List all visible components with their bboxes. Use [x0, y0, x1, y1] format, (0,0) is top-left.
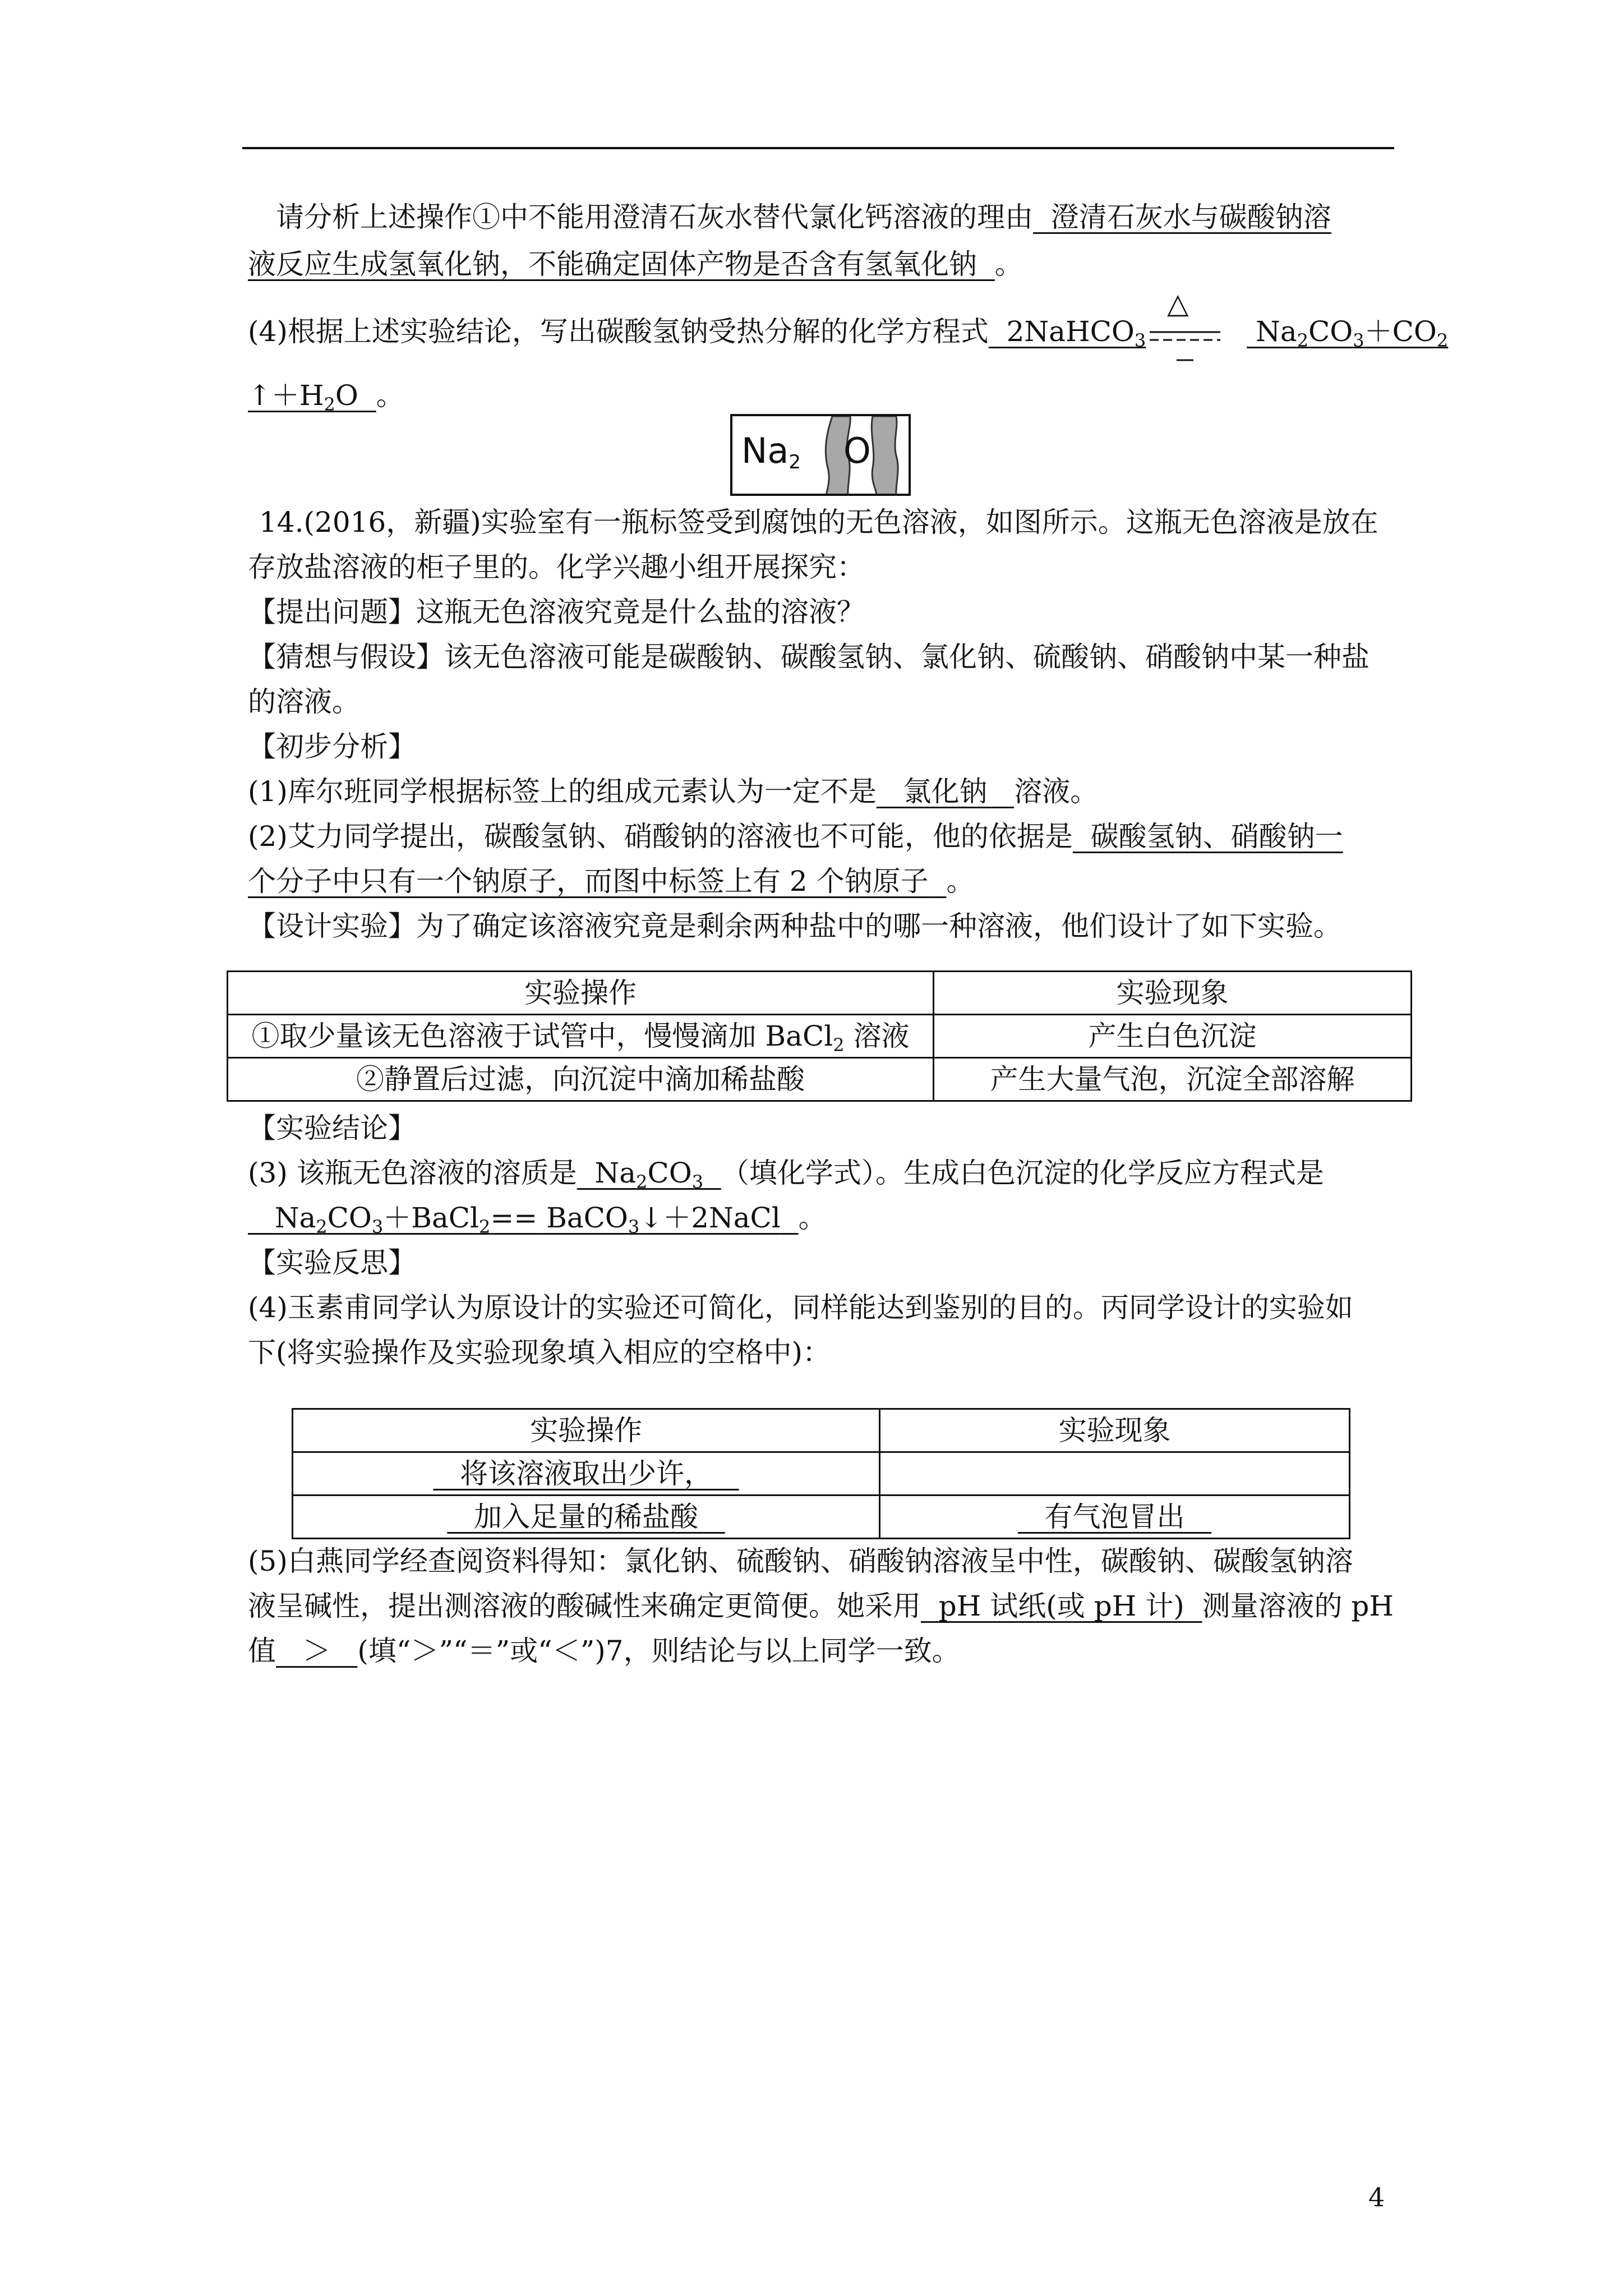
table-row	[228, 1015, 1412, 1058]
precipitate-equation: $Na_2CO_3+BaCl_2==$ BaCO$_3$↓＋2NaCl	[274, 1202, 781, 1237]
table-cell-operation: 将该溶液取出少许，	[293, 1452, 880, 1496]
q14-analysis-heading: 【初步分析】	[248, 730, 416, 763]
q14-analysis-2-line-2: 个分子中只有一个钠原子，而图中标签上有 2 个钠原子 。	[248, 865, 975, 898]
heat-triangle-icon: △	[1167, 287, 1189, 320]
conclusion-3-line-1: (3) 该瓶无色溶液的溶质是 $Na_2CO_3$ （填化学式）。生成白色沉淀的化学反应方程式是	[248, 1157, 1324, 1193]
q14-analysis-1: (1)库尔班同学根据标签上的组成元素认为一定不是 氯化钠 溶液。	[248, 775, 1099, 808]
solute-answer: $Na_2CO_3$	[594, 1157, 704, 1193]
table-cell-observation: 产生白色沉淀	[934, 1015, 1412, 1058]
q4-line-1	[248, 312, 1449, 351]
corroded-label-image	[730, 414, 911, 496]
q5-line-1: (5)白燕同学经查阅资料得知：氯化钠、硫酸钠、硝酸钠溶液呈中性，碳酸钠、碳酸氢钠溶	[248, 1545, 1353, 1577]
table-cell-operation: 加入足量的稀盐酸	[293, 1496, 880, 1539]
table-header-operation: 实验操作	[228, 972, 934, 1015]
label-text-na: $Na_2$	[741, 430, 801, 473]
q4-line-2: $↑+H_2O$ 。	[248, 379, 404, 415]
table-header-observation: 实验现象	[934, 972, 1412, 1015]
table-header-row	[228, 972, 1412, 1015]
table-row	[293, 1496, 1350, 1539]
q5-line-3: 值 ＞ (填“＞”“＝”或“＜”)7，则结论与以上同学一致。	[248, 1635, 960, 1667]
ph-method-answer: pH 试纸(或 pH 计)	[938, 1590, 1184, 1622]
conclusion-heading: 【实验结论】	[248, 1112, 416, 1144]
q14-answer-2-part1: 碳酸氢钠、硝酸钠一	[1090, 820, 1343, 853]
reason-answer-part2: 液反应生成氢氧化钠，不能确定固体产物是否含有氢氧化钠	[248, 248, 977, 280]
q14-answer-2-part2: 个分子中只有一个钠原子，而图中标签上有 2 个钠原子	[248, 865, 929, 898]
reflection-heading: 【实验反思】	[248, 1246, 416, 1279]
table-cell-operation: ①取少量该无色溶液于试管中，慢慢滴加 BaCl$_2$ 溶液	[228, 1015, 934, 1058]
table-header-row	[293, 1409, 1350, 1452]
q4-products: $Na_2CO_3+CO_2$	[1256, 315, 1449, 351]
q4-products-continued: $↑+H_2O$	[248, 379, 358, 415]
experiment-table-2	[292, 1408, 1350, 1539]
table-header-observation: 实验现象	[880, 1409, 1350, 1452]
table-cell-observation: 产生大量气泡，沉淀全部溶解	[934, 1058, 1412, 1101]
experiment-table-1	[227, 970, 1412, 1102]
conclusion-3-line-2: $Na_2CO_3+BaCl_2==$ BaCO$_3$↓＋2NaCl 。	[248, 1198, 1398, 1237]
page-number: 4	[1368, 2182, 1385, 2212]
q14-question: 【提出问题】这瓶无色溶液究竟是什么盐的溶液？	[248, 596, 865, 628]
q14-answer-1: 氯化钠	[903, 775, 988, 808]
table-header-operation: 实验操作	[293, 1409, 880, 1452]
q14-intro-1: 14.(2016，新疆)实验室有一瓶标签受到腐蚀的无色溶液，如图所示。这瓶无色溶液是放在	[259, 506, 1378, 539]
table-cell-observation: 有气泡冒出	[880, 1496, 1350, 1539]
reflection-4-line-2: 下(将实验操作及实验现象填入相应的空格中)：	[248, 1336, 831, 1369]
q4-prompt: (4)根据上述实验结论，写出碳酸氢钠受热分解的化学方程式	[248, 315, 989, 348]
q14-analysis-2-line-1: (2)艾力同学提出，碳酸氢钠、硝酸钠的溶液也不可能，他的依据是 碳酸氢钠、硝酸钠一	[248, 820, 1343, 853]
table-row	[228, 1058, 1412, 1101]
q4-reactant: 2NaHCO$_3$	[1006, 315, 1146, 351]
reason-line-1	[276, 197, 1426, 237]
header-rule	[242, 147, 1394, 149]
reason-prompt: 请分析上述操作①中不能用澄清石灰水替代氯化钙溶液的理由	[276, 201, 1033, 233]
q14-hypothesis-1: 【猜想与假设】该无色溶液可能是碳酸钠、碳酸氢钠、氯化钠、硫酸钠、硝酸钠中某一种盐	[248, 641, 1370, 673]
ph-comparison-answer: ＞	[302, 1635, 331, 1667]
reaction-equals-sign	[1149, 321, 1221, 366]
table-row	[293, 1452, 1350, 1496]
reflection-4-line-1: (4)玉素甫同学认为原设计的实验还可简化，同样能达到鉴别的目的。丙同学设计的实验如	[248, 1291, 1353, 1324]
reason-answer-part1: 澄清石灰水与碳酸钠溶	[1050, 201, 1331, 233]
q14-design: 【设计实验】为了确定该溶液究竟是剩余两种盐中的哪一种溶液，他们设计了如下实验。	[248, 910, 1341, 942]
q14-intro-2: 存放盐溶液的柜子里的。化学兴趣小组开展探究：	[248, 551, 865, 583]
table-cell-operation: ②静置后过滤，向沉淀中滴加稀盐酸	[228, 1058, 934, 1101]
q5-line-2: 液呈碱性，提出测溶液的酸碱性来确定更简便。她采用 pH 试纸(或 pH 计) 测量溶液的 pH	[248, 1590, 1394, 1622]
label-text-o: O	[843, 430, 871, 471]
table-cell-observation	[880, 1452, 1350, 1496]
q14-hypothesis-2: 的溶液。	[248, 685, 360, 718]
reason-line-2: 液反应生成氢氧化钠，不能确定固体产物是否含有氢氧化钠 。	[248, 248, 1023, 280]
